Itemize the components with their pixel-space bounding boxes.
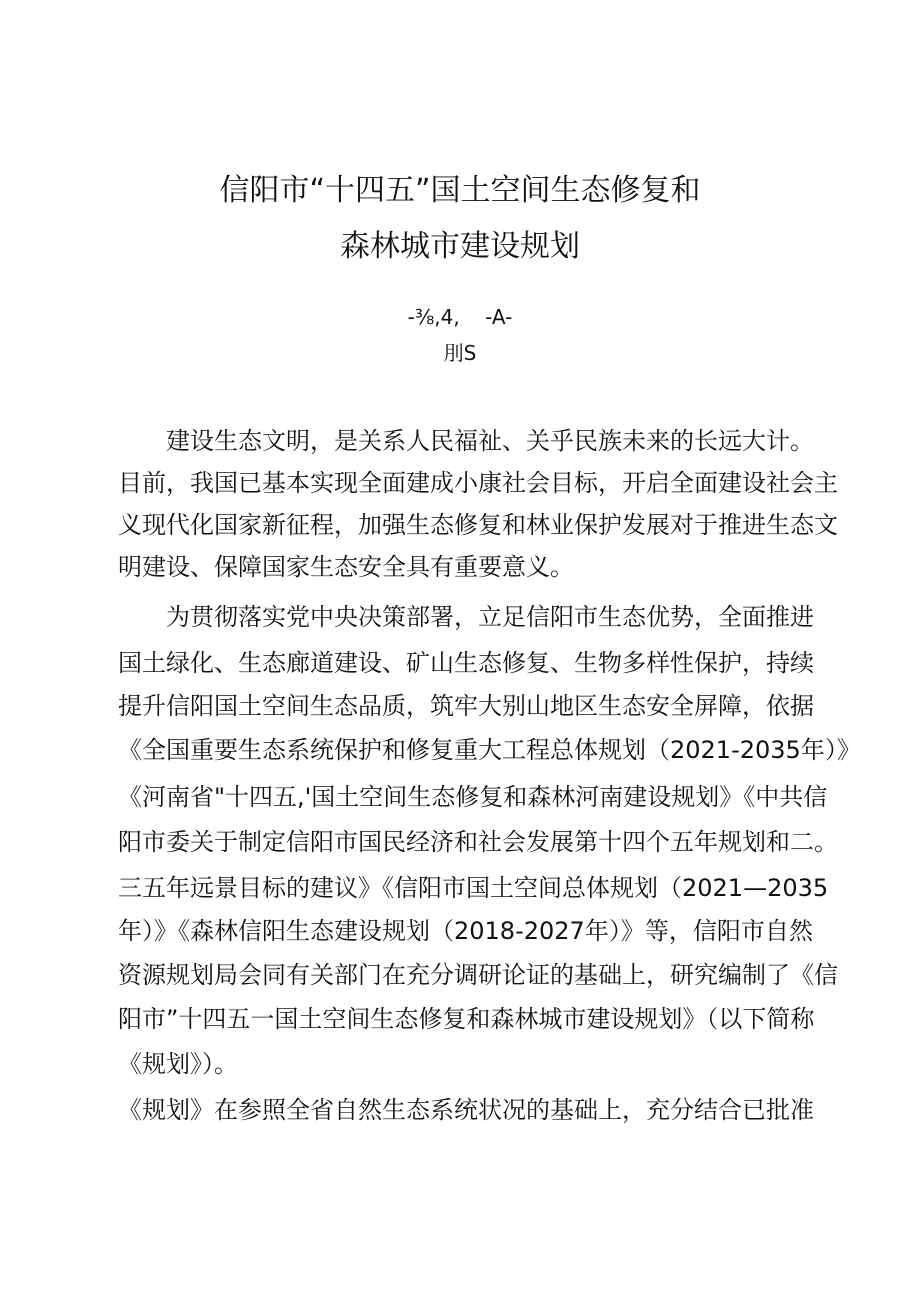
body-line: 目前，我国已基本实现全面建成小康社会目标，开启全面建设社会主 (118, 469, 838, 497)
body-line: 《规划》）。 (118, 1050, 238, 1078)
body-line: 《河南省"十四五,'国土空间生态修复和森林河南建设规划》《中共信 (118, 783, 828, 811)
body-line: 《规划》在参照全省自然生态系统状况的基础上，充分结合已批准 (118, 1096, 814, 1124)
body-line: 年）》《森林信阳生态建设规划（2018-2027年）》等，信阳市自然 (118, 917, 813, 945)
body-line: 明建设、保障国家生态安全具有重要意义。 (118, 553, 574, 581)
body-line: 提升信阳国土空间生态品质，筑牢大别山地区生态安全屏障，依据 (118, 692, 814, 720)
body-line: 阳市”十四五一国土空间生态修复和森林城市建设规划》（以下简称 (118, 1005, 815, 1033)
preface-heading: 刖S (443, 341, 477, 365)
body-line: 为贯彻落实党中央决策部署，立足信阳市生态优势，全面推进 (118, 603, 814, 631)
body-line: 资源规划局会同有关部门在充分调研论证的基础上，研究编制了《信 (118, 961, 838, 989)
body-line: 《全国重要生态系统保护和修复重大工程总体规划（2021-2035年）》 (118, 736, 861, 764)
body-line: 国土绿化、生态廊道建设、矿山生态修复、生物多样性保护，持续 (118, 649, 814, 677)
body-line: 三五年远景目标的建议》《信阳市国土空间总体规划（2021—2035 (118, 874, 829, 902)
body-line: 建设生态文明，是关系人民福祉、关乎民族未来的长远大计。 (118, 427, 814, 455)
document-title-line-1: 信阳市“十四五”国土空间生态修复和 (219, 173, 701, 208)
body-line: 义现代化国家新征程，加强生态修复和林业保护发展对于推进生态文 (118, 511, 838, 539)
garbled-subheading: -⅜,4, -A- (407, 305, 513, 329)
document-title-line-2: 森林城市建设规划 (340, 229, 580, 264)
body-line: 阳市委关于制定信阳市国民经济和社会发展第十四个五年规划和二。 (118, 828, 838, 856)
